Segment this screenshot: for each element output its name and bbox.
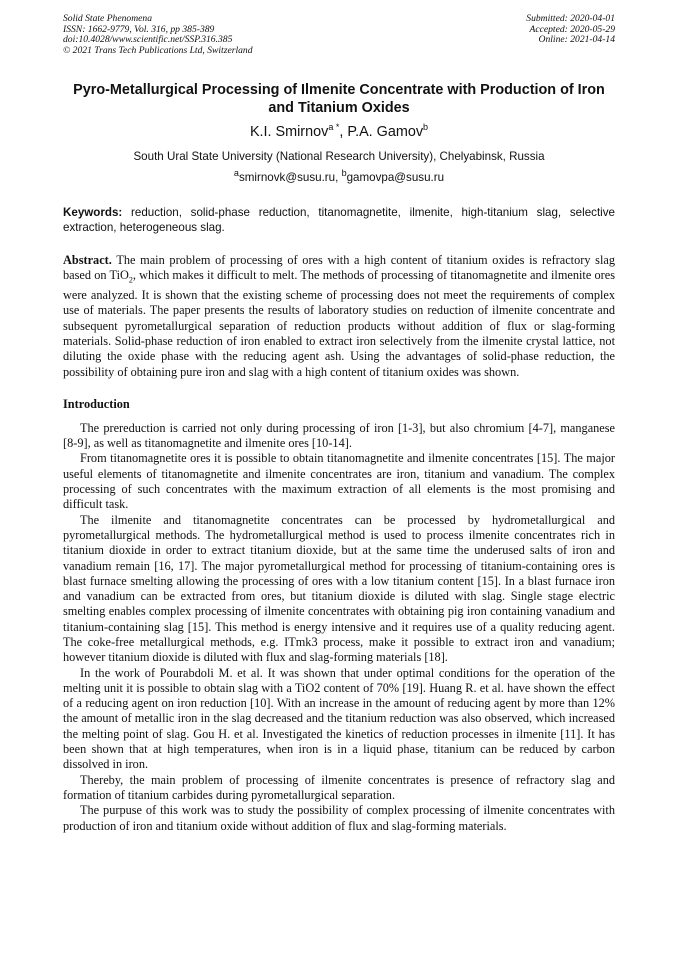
paper-title: Pyro-Metallurgical Processing of Ilmenite Concentrate with Production of Iron and Titanium Oxides — [73, 82, 605, 116]
author-separator: , — [339, 124, 348, 140]
keywords-section — [63, 205, 615, 235]
intro-paragraph: From titanomagnetite ores it is possible to obtain titanomagnetite and ilmenite concentrates [15]. The major useful elements of titanomagnetite and ilmenite concentrates are iron, titanium and vanadium. The complex processing of such concentrates with the maximum extraction of all elements is the most promising and difficult task. — [63, 451, 615, 512]
introduction-body — [63, 421, 615, 834]
submitted-date: Submitted: 2020-04-01 — [526, 13, 615, 24]
author-list — [63, 124, 615, 141]
issn-line: ISSN: 1662-9779, Vol. 316, pp 385-389 — [63, 23, 215, 35]
journal-name: Solid State Phenomena — [63, 13, 152, 24]
copyright-line: © 2021 Trans Tech Publications Ltd, Switzerland — [63, 44, 253, 56]
author-gamov: P.A. Gamov — [347, 124, 424, 140]
introduction-heading: Introduction — [63, 396, 130, 411]
abstract-text-part1: The main problem of processing of ores with a high content of titanium oxides is refractory slag based on TiO — [63, 253, 615, 283]
intro-paragraph: The prereduction is carried not only during processing of iron [1-3], but also chromium [4-7], manganese [8-9], as well as titanomagnetite and ilmenite ores [10-14]. — [63, 420, 615, 451]
online-date: Online: 2021-04-14 — [538, 34, 615, 46]
abstract-subscript: 2 — [128, 275, 133, 285]
email-line — [63, 168, 615, 185]
accepted-date: Accepted: 2020-05-29 — [529, 23, 615, 35]
abstract-text-part2: , which makes it difficult to melt. The methods of processing of titanomagnetite and ilmenite ores were analyzed. It is shown that the existing scheme of processing does not meet the requirements of complex use of materials. The paper presents the results of laboratory studies on reduction of ilmenite concentrate and subsequent pyrometallurgical separation of reduction products without addition of flux or slag-forming materials. Solid-phase reduction of iron enabled to extract iron selectively from the ilmenite crystal lattice, not diluting the oxide phase with the reducing agent ash. Using the advantages of solid-phase reduction, the possibility of obtaining pure iron and slag with a high content of titanium oxides was shown. — [63, 268, 615, 379]
affiliation: South Ural State University (National Research University), Chelyabinsk, Russia — [133, 150, 545, 163]
email-gamov[interactable]: gamovpa@susu.ru — [346, 171, 445, 184]
paper-page — [63, 14, 615, 834]
intro-paragraph: The ilmenite and titanomagnetite concentrates can be processed by hydrometallurgical and pyrometallurgical methods. The hydrometallurgical method is used to process ilmenite concentrates rich in titanium dioxide in order to extract titanium dioxide, but at the same time the underused salts of iron and vanadium remain [16, 17]. The major pyrometallurgical method for processing of titanium-containing ores is blast furnace smelting allowing the processing of ores with a low titanium content [15]. In a blast furnace iron and vanadium can be extracted from ores, but titanium dioxide is diluted with slag. Single stage electric smelting enables complex processing of ilmenite concentrates with obtaining pig iron containing vanadium and titanium-containing slag [15]. This method is energy intensive and it requires use of a quality reducing agent. The coke-free metallurgical methods, e.g. ITmk3 process, make it possible to extract iron and vanadium; however titanium dioxide is diluted with flux and slag-forming materials [18]. — [63, 512, 615, 665]
email-separator: , — [335, 171, 342, 184]
intro-paragraph: In the work of Pourabdoli M. et al. It was shown that under optimal conditions for the operation of the melting unit it is possible to obtain slag with a TiO2 content of 70% [19]. Huang R. et al. have shown the effect of a reducing agent on iron reduction [10]. With an increase in the amount of reducing agent by more than 12% the amount of metallic iron in the slag decreased and the titanium reduction was also observed, which increased the melting point of slag. Gou H. et al. Investigated the kinetics of reduction processes in ilmenite [11]. It has been shown that at high temperatures, when iron is in a liquid phase, titanium can be reduced by carbon dissolved in iron. — [63, 665, 615, 772]
abstract-label: Abstract. — [63, 253, 112, 267]
keywords-label: Keywords: — [63, 206, 123, 219]
author-gamov-affil-mark: b — [423, 122, 429, 133]
intro-paragraph: Thereby, the main problem of processing of ilmenite concentrates is presence of refractory slag and formation of titanium carbides during pyrometallurgical separation. — [63, 772, 615, 802]
abstract-section — [63, 253, 615, 380]
email-a-mark: a — [233, 168, 239, 179]
author-smirnov-affil-mark: a * — [328, 122, 340, 133]
email-b-mark: b — [341, 168, 347, 179]
page-header — [63, 14, 615, 64]
intro-paragraph: The purpuse of this work was to study the possibility of complex processing of ilmenite concentrates with production of iron and titanium oxide without addition of flux and slag-forming materials. — [63, 803, 615, 833]
journal-info — [63, 14, 253, 56]
author-smirnov: K.I. Smirnov — [249, 124, 329, 140]
keywords-text: reduction, solid-phase reduction, titanomagnetite, ilmenite, high-titanium slag, selective extraction, heterogeneous slag. — [63, 206, 615, 234]
doi-line: doi:10.4028/www.scientific.net/SSP.316.385 — [63, 34, 233, 46]
publication-dates — [526, 14, 615, 46]
email-smirnov[interactable]: smirnovk@susu.ru — [238, 171, 336, 184]
